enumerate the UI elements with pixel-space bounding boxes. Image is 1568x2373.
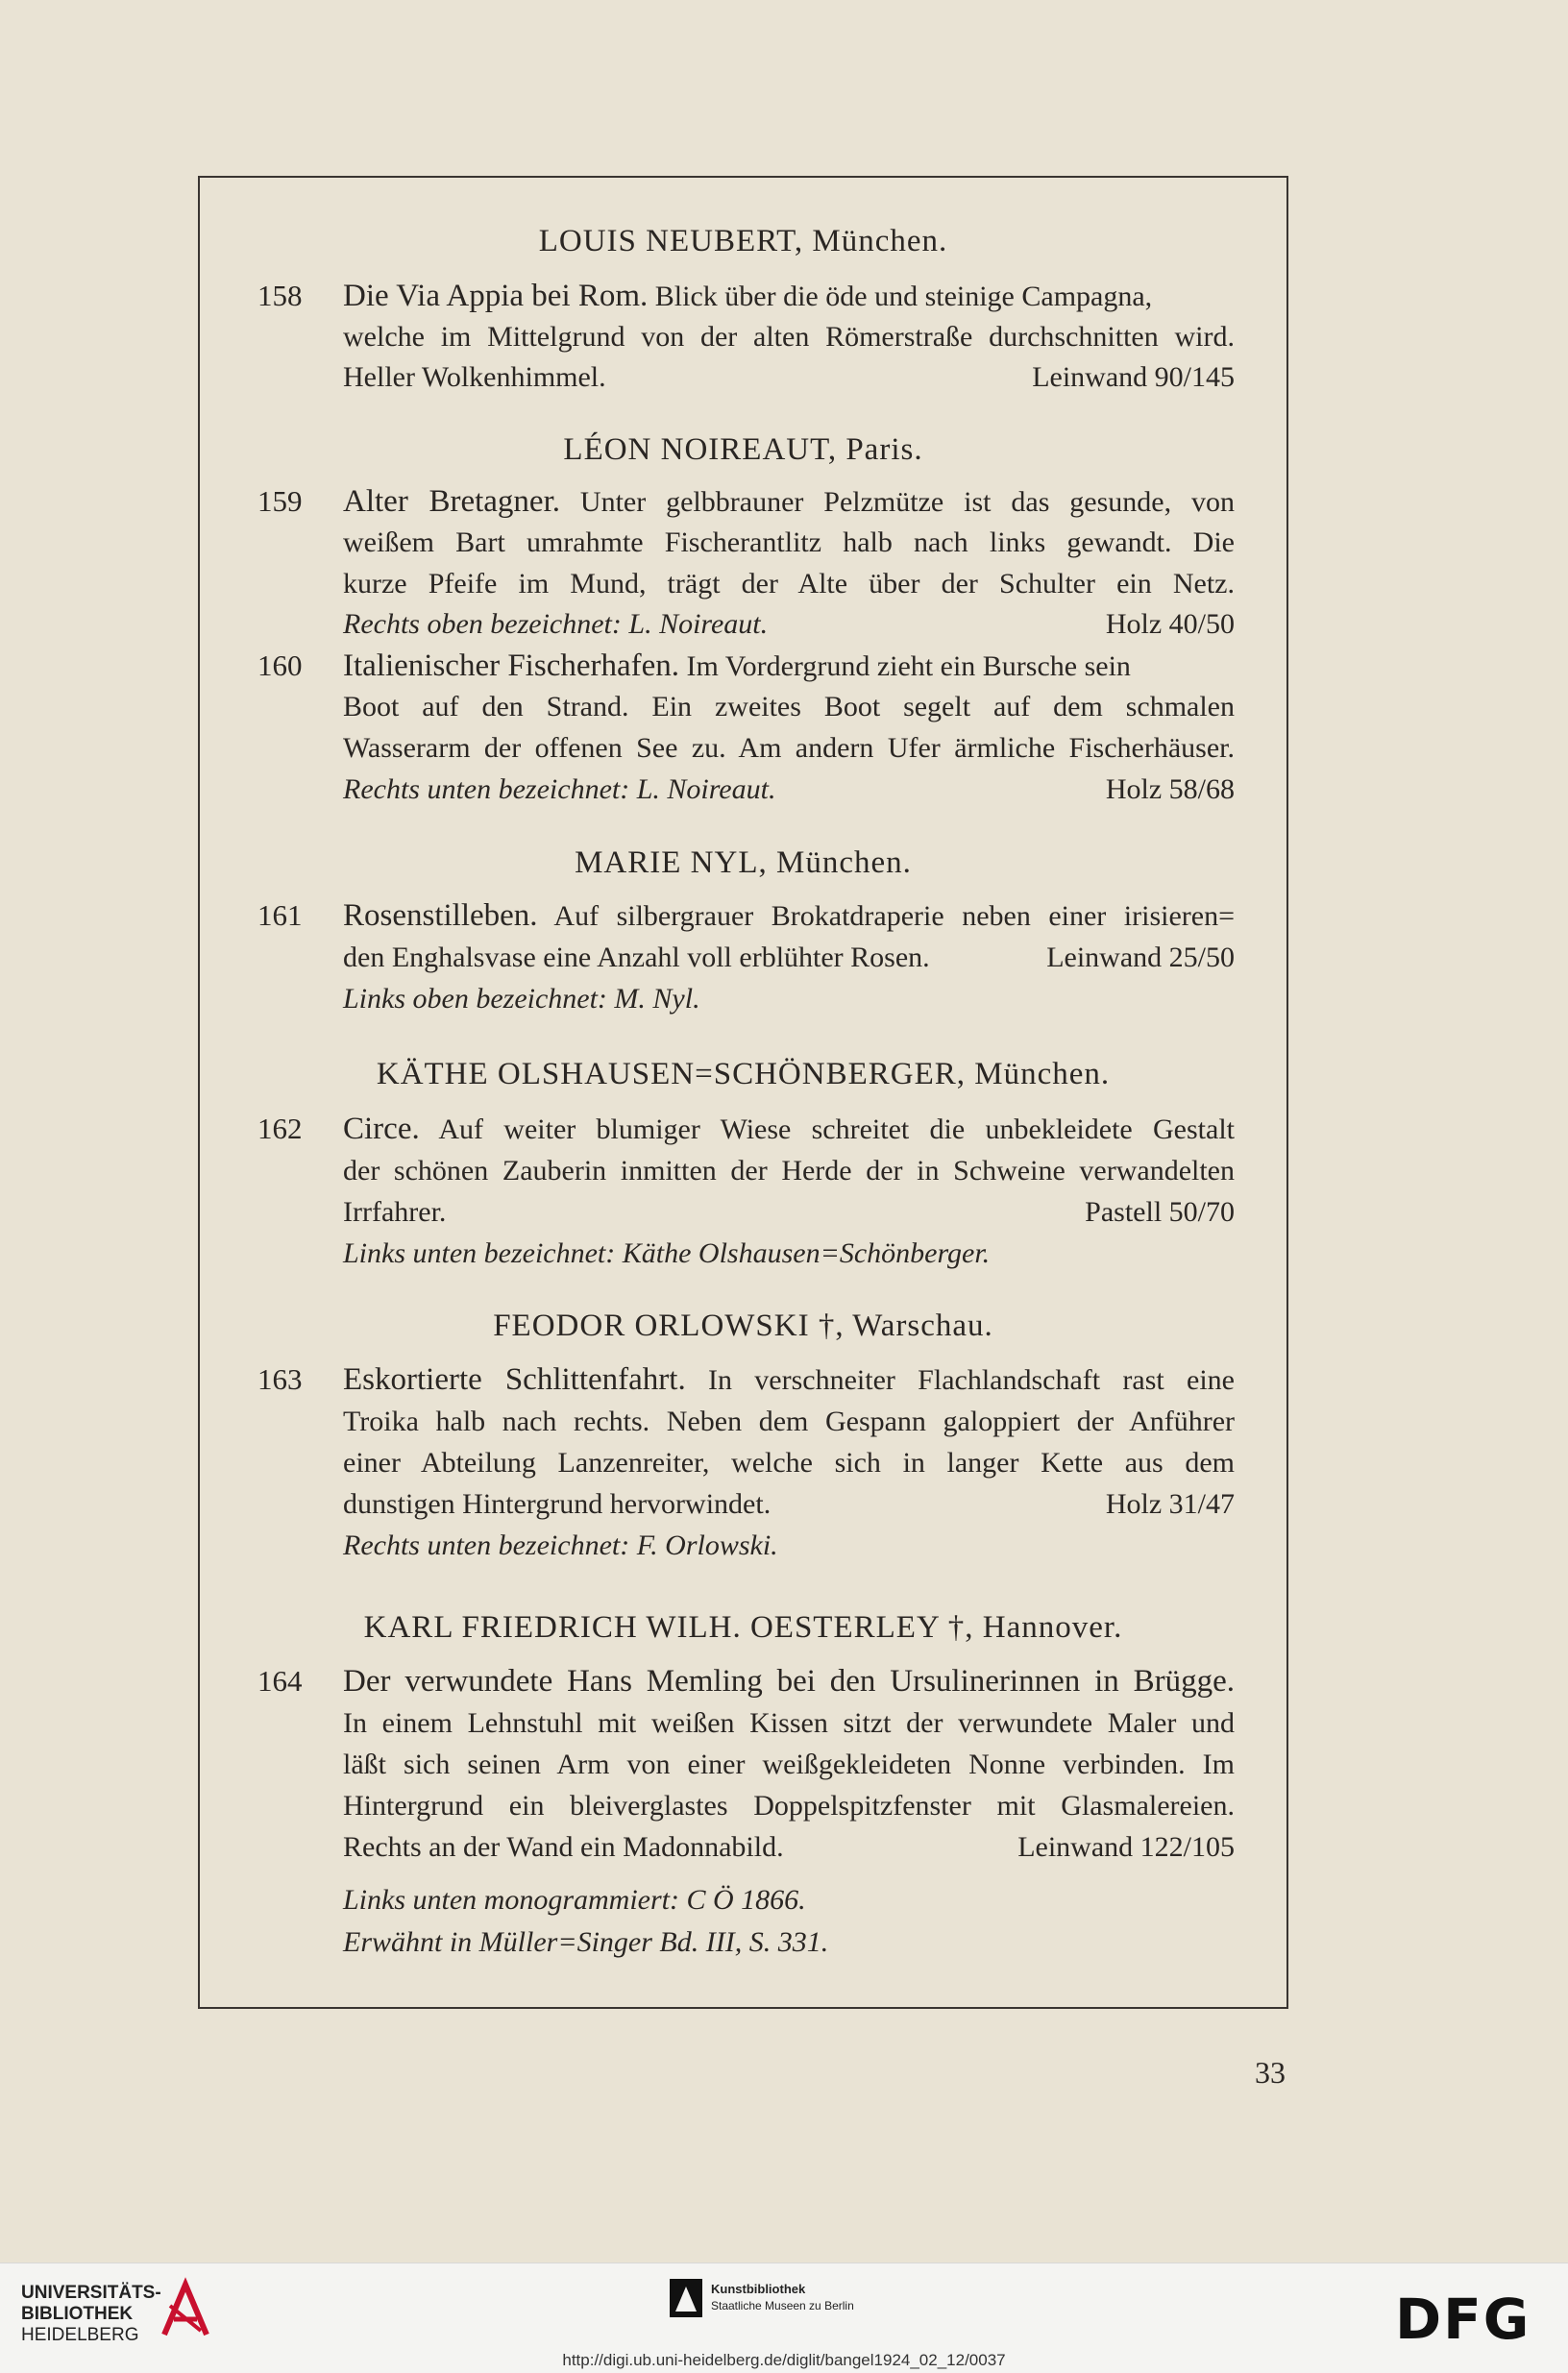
entry-title: Alter Bretagner. xyxy=(343,484,560,519)
entry-line: Wasserarm der offenen See zu. Am andern Ufer ärmliche Fischerhäuser. xyxy=(343,732,1235,764)
entry-line: Hintergrund ein bleiverglastes Doppelspitzfenster mit Glasmalereien. xyxy=(343,1790,1235,1822)
entry-title: Italienischer Fischerhafen. xyxy=(343,648,680,683)
entry-title: Die Via Appia bei Rom. xyxy=(343,279,649,313)
entry-line xyxy=(343,1233,1235,1274)
permalink-url[interactable]: http://digi.ub.uni-heidelberg.de/diglit/bangel1924_02_12/0037 xyxy=(562,2351,1006,2369)
entry-line: der schönen Zauberin inmitten der Herde der in Schweine verwandelten xyxy=(343,1155,1235,1186)
entry-number: 161 xyxy=(257,898,303,932)
entry-title: Eskortierte Schlittenfahrt. xyxy=(343,1362,686,1397)
artist-heading: FEODOR ORLOWSKI †, Warschau. xyxy=(493,1309,993,1343)
artist-heading: LÉON NOIREAUT, Paris. xyxy=(563,432,923,467)
entry-line xyxy=(343,1879,1235,1920)
kunstbibliothek-logo-icon[interactable] xyxy=(670,2279,702,2317)
medium-size: Leinwand 90/145 xyxy=(1032,361,1235,393)
entry-line: Alter Bretagner. Unter gelbbrauner Pelzmütze ist das gesunde, von xyxy=(343,484,1235,519)
entry-line: weißem Bart umrahmte Fischerantlitz halb nach links gewandt. Die xyxy=(343,526,1235,558)
entry-line: Die Via Appia bei Rom. Blick über die öde und steinige Campagna, xyxy=(343,279,1153,313)
entry-line xyxy=(343,1661,1235,1702)
signature: Links unten monogrammiert: C Ö 1866. xyxy=(343,1884,806,1916)
ub-heidelberg-logo-icon[interactable] xyxy=(157,2277,214,2344)
entry-title: Rosenstilleben. xyxy=(343,898,538,933)
entry-line: dunstigen Hintergrund hervorwindet. Holz 31/47 xyxy=(343,1483,1235,1525)
signature: Rechts unten bezeichnet: L. Noireaut. xyxy=(343,773,776,805)
entry-line: läßt sich seinen Arm von einer weißgekleideten Nonne verbinden. Im xyxy=(343,1749,1235,1780)
entry-line: Heller Wolkenhimmel. Leinwand 90/145 xyxy=(343,356,1235,398)
entry-number: 163 xyxy=(257,1362,303,1396)
signature: Links unten bezeichnet: Käthe Olshausen=Schönberger. xyxy=(343,1237,991,1269)
entry-line: Eskortierte Schlittenfahrt. In verschneiter Flachlandschaft rast eine xyxy=(343,1362,1235,1397)
medium-size: Holz 58/68 xyxy=(1105,773,1235,805)
entry-line: Boot auf den Strand. Ein zweites Boot segelt auf dem schmalen xyxy=(343,691,1235,722)
entry-title: Circe. xyxy=(343,1112,420,1146)
entry-line: Circe. Auf weiter blumiger Wiese schreitet die unbekleidete Gestalt xyxy=(343,1112,1235,1146)
ub-heidelberg-label[interactable]: UNIVERSITÄTS- BIBLIOTHEK HEIDELBERG xyxy=(21,2283,161,2345)
signature: Rechts unten bezeichnet: F. Orlowski. xyxy=(343,1529,778,1561)
entry-line: Rosenstilleben. Auf silbergrauer Brokatdraperie neben einer irisieren= xyxy=(343,898,1235,933)
entry-number: 164 xyxy=(257,1664,303,1698)
signature: Rechts oben bezeichnet: L. Noireaut. xyxy=(343,608,769,640)
entry-line: Rechts an der Wand ein Madonnabild. Leinwand 122/105 xyxy=(343,1826,1235,1868)
entry-line: kurze Pfeife im Mund, trägt der Alte über der Schulter ein Netz. xyxy=(343,568,1235,599)
page-number: 33 xyxy=(1255,2055,1286,2090)
medium-size: Holz 31/47 xyxy=(1105,1488,1235,1520)
entry-number: 158 xyxy=(257,279,303,312)
artist-heading: MARIE NYL, München. xyxy=(575,845,912,880)
entry-line: einer Abteilung Lanzenreiter, welche sich in langer Kette aus dem xyxy=(343,1447,1235,1479)
entry-line xyxy=(343,1921,1235,1963)
entry-line: In einem Lehnstuhl mit weißen Kissen sitzt der verwundete Maler und xyxy=(343,1707,1235,1739)
entry-line: Troika halb nach rechts. Neben dem Gespann galoppiert der Anführer xyxy=(343,1406,1235,1437)
kunstbibliothek-label[interactable]: Kunstbibliothek Staatliche Museen zu Berlin xyxy=(711,2282,854,2312)
medium-size: Pastell 50/70 xyxy=(1085,1196,1235,1228)
medium-size: Leinwand 122/105 xyxy=(1017,1831,1235,1863)
entry-number: 160 xyxy=(257,648,303,682)
medium-size: Holz 40/50 xyxy=(1105,608,1235,640)
artist-heading: LOUIS NEUBERT, München. xyxy=(538,224,948,258)
entry-line: welche im Mittelgrund von der alten Römerstraße durchschnitten wird. xyxy=(343,321,1235,353)
artist-heading: KÄTHE OLSHAUSEN=SCHÖNBERGER, München. xyxy=(376,1057,1111,1091)
viewer-footer xyxy=(0,2263,1568,2373)
entry-number: 162 xyxy=(257,1112,303,1145)
entry-title: Der verwundete Hans Memling bei den Ursulinerinnen in Brügge. xyxy=(343,1664,1235,1699)
reference-note: Erwähnt in Müller=Singer Bd. III, S. 331. xyxy=(343,1926,829,1958)
entry-line xyxy=(343,603,1235,645)
signature: Links oben bezeichnet: M. Nyl. xyxy=(343,983,700,1015)
entry-line xyxy=(343,769,1235,810)
medium-size: Leinwand 25/50 xyxy=(1046,942,1235,973)
entry-line: Irrfahrer. Pastell 50/70 xyxy=(343,1191,1235,1233)
dfg-logo[interactable]: DFG xyxy=(1395,2287,1531,2352)
entry-line: den Enghalsvase eine Anzahl voll erblühter Rosen. Leinwand 25/50 xyxy=(343,937,1235,978)
entry-number: 159 xyxy=(257,484,303,518)
entry-line xyxy=(343,1525,1235,1566)
entry-line xyxy=(343,978,1235,1019)
artist-heading: KARL FRIEDRICH WILH. OESTERLEY †, Hannover. xyxy=(363,1610,1123,1645)
entry-line: Italienischer Fischerhafen. Im Vordergrund zieht ein Bursche sein xyxy=(343,648,1131,683)
